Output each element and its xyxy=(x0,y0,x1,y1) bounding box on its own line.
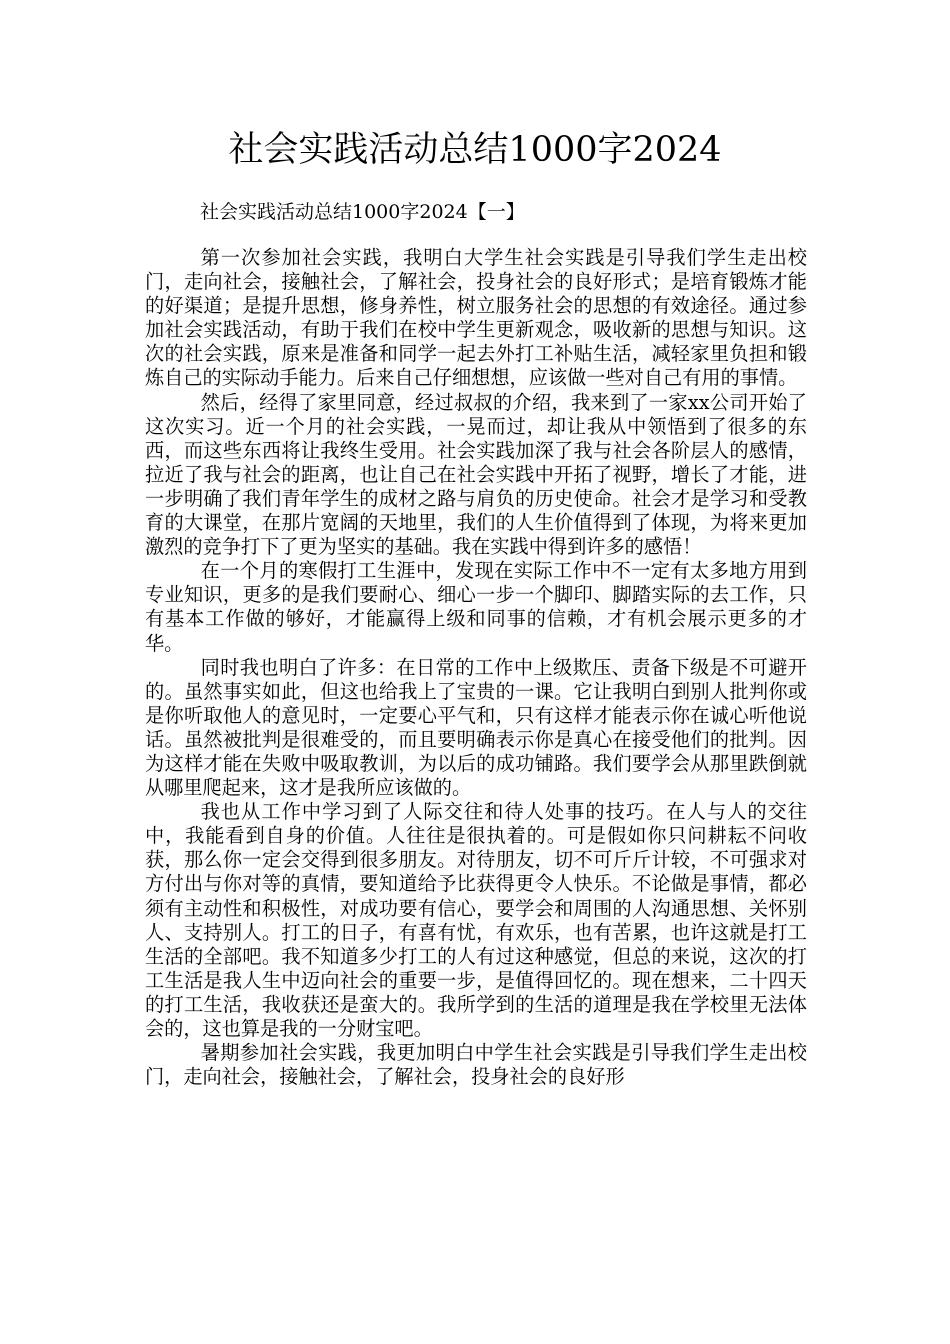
paragraph: 同时我也明白了许多：在日常的工作中上级欺压、责备下级是不可避开的。虽然事实如此，但这也给我上了宝贵的一课。它让我明白到别人批判你或是你听取他人的意见时，一定要心平气和，只有这样才能表示你在诚心听他说话。虽然被批判是很难受的，而且要明确表示你是真心在接受他们的批判。因为这样才能在失败中吸取教训，为以后的成功铺路。我们要学会从那里跌倒就从哪里爬起来，这才是我所应该做的。 xyxy=(145,655,807,800)
paragraph: 在一个月的寒假打工生涯中，发现在实际工作中不一定有太多地方用到专业知识，更多的是我们要耐心、细心一步一个脚印、脚踏实际的去工作，只有基本工作做的够好，才能赢得上级和同事的信赖，才有机会展示更多的才华。 xyxy=(145,559,807,655)
document-body xyxy=(145,246,807,1089)
paragraph: 我也从工作中学习到了人际交往和待人处事的技巧。在人与人的交往中，我能看到自身的价值。人往往是很执着的。可是假如你只问耕耘不问收获，那么你一定会交得到很多朋友。对待朋友，切不可斤斤计较，不可强求对方付出与你对等的真情，要知道给予比获得更令人快乐。不论做是事情，都必须有主动性和积极性，对成功要有信心，要学会和周围的人沟通思想、关怀别人、支持别人。打工的日子，有喜有忧，有欢乐，也有苦累，也许这就是打工生活的全部吧。我不知道多少打工的人有过这种感觉，但总的来说，这次的打工生活是我人生中迈向社会的重要一步，是值得回忆的。现在想来，二十四天的打工生活，我收获还是蛮大的。我所学到的生活的道理是我在学校里无法体会的，这也算是我的一分财宝吧。 xyxy=(145,800,807,1040)
paragraph: 第一次参加社会实践，我明白大学生社会实践是引导我们学生走出校门，走向社会，接触社会，了解社会，投身社会的良好形式；是培育锻炼才能的好渠道；是提升思想，修身养性，树立服务社会的思想的有效途径。通过参加社会实践活动，有助于我们在校中学生更新观念，吸收新的思想与知识。这次的社会实践，原来是准备和同学一起去外打工补贴生活，减轻家里负担和锻炼自己的实际动手能力。后来自己仔细想想，应该做一些对自己有用的事情。 xyxy=(145,246,807,390)
section-heading: 社会实践活动总结1000字2024【一】 xyxy=(200,201,525,223)
paragraph: 然后，经得了家里同意，经过叔叔的介绍，我来到了一家xx公司开始了这次实习。近一个月的社会实践，一晃而过，却让我从中领悟到了很多的东西，而这些东西将让我终生受用。社会实践加深了我与社会各阶层人的感情，拉近了我与社会的距离，也让自己在社会实践中开拓了视野，增长了才能，进一步明确了我们青年学生的成材之路与肩负的历史使命。社会才是学习和受教育的大课堂，在那片宽阔的天地里，我们的人生价值得到了体现，为将来更加激烈的竞争打下了更为坚实的基础。我在实践中得到许多的感悟！ xyxy=(145,390,807,559)
document-title: 社会实践活动总结1000字2024 xyxy=(228,130,722,170)
paragraph: 暑期参加社会实践，我更加明白中学生社会实践是引导我们学生走出校门，走向社会，接触社会，了解社会，投身社会的良好形 xyxy=(145,1041,807,1089)
